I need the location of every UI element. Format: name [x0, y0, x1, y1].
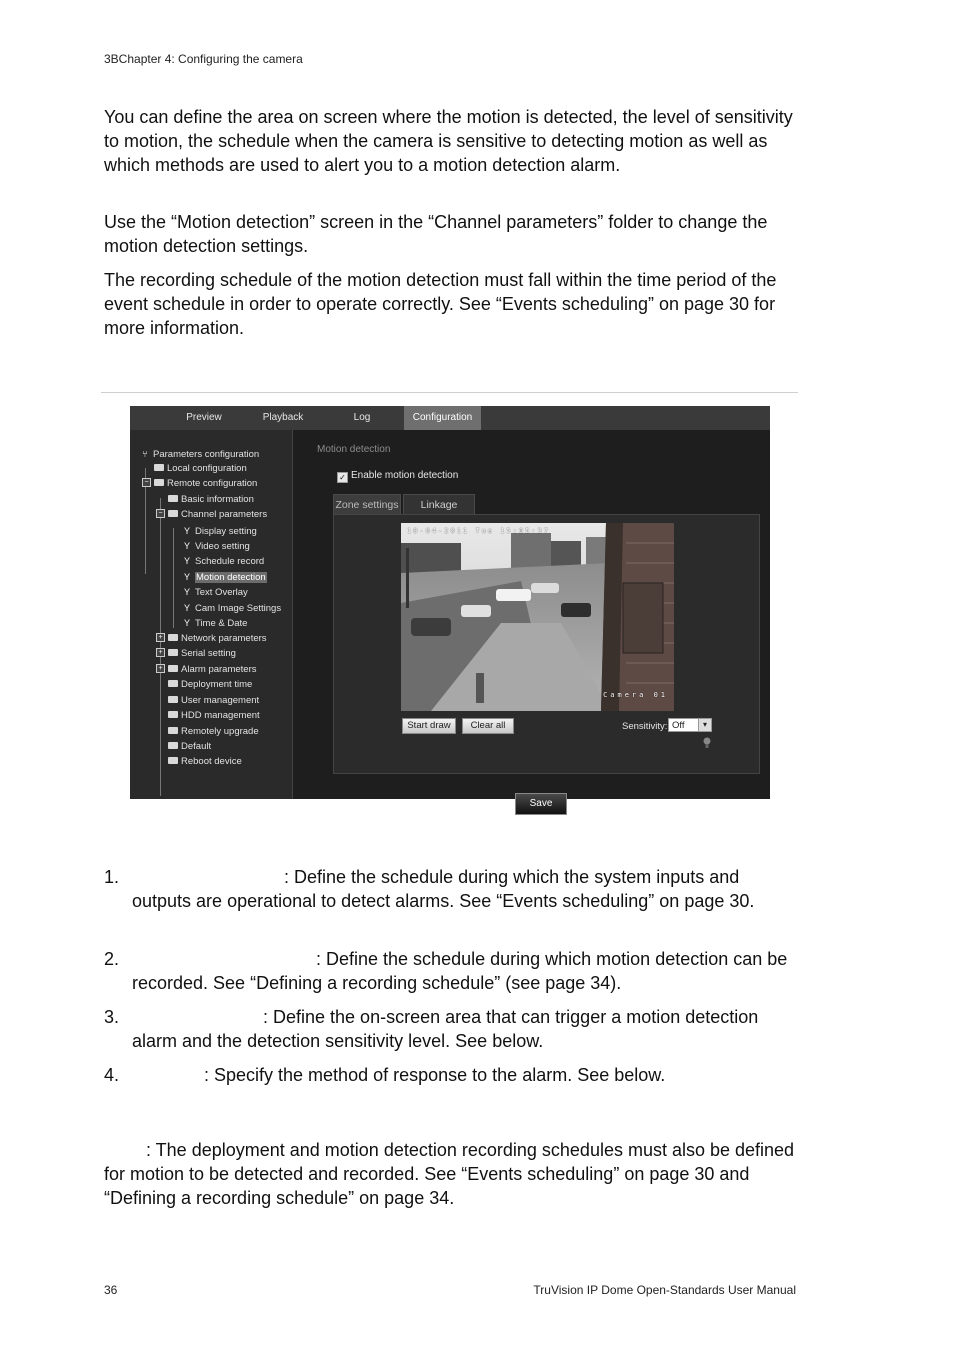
section-divider — [101, 392, 798, 393]
leaf-icon: Y — [183, 526, 190, 536]
collapse-icon[interactable]: − — [142, 478, 151, 487]
tree-item-schedule-record[interactable]: Y Schedule record — [183, 556, 265, 567]
motion-detection-screenshot — [130, 406, 770, 809]
leaf-icon: Y — [183, 572, 190, 582]
page-number: 36 — [104, 1283, 118, 1297]
config-tree — [130, 430, 293, 799]
folder-icon — [168, 495, 178, 502]
tree-item-network-parameters[interactable]: + Network parameters — [156, 632, 267, 646]
folder-icon — [168, 742, 178, 749]
tree-item-parameters-configuration[interactable]: ⑂ Parameters configuration — [140, 447, 259, 461]
intro-paragraph-1: You can define the area on screen where the motion is detected, the level of sensitivity to motion, the schedule when the camera is sensitive to detecting motion as well as which methods are used to alert you to a motion detection alarm. — [104, 107, 793, 175]
list-number: 2. — [104, 949, 120, 969]
folder-icon — [168, 680, 178, 687]
list-number: 3. — [104, 1007, 120, 1027]
sensitivity-label: Sensitivity: — [622, 721, 668, 732]
expand-icon[interactable]: + — [156, 633, 165, 642]
top-tab-bar — [130, 406, 770, 431]
tree-item-channel-parameters[interactable]: − Channel parameters — [156, 508, 267, 522]
folder-icon — [168, 510, 178, 517]
tree-item-time-date[interactable]: Y Time & Date — [183, 618, 248, 629]
folder-icon — [154, 464, 164, 471]
expand-icon[interactable]: + — [156, 664, 165, 673]
folder-icon — [168, 711, 178, 718]
folder-icon — [168, 634, 178, 641]
tree-item-serial-setting[interactable]: + Serial setting — [156, 647, 236, 661]
video-timestamp: 10-04-2011 Tue 15:05:37 — [407, 527, 550, 535]
leaf-icon: Y — [183, 587, 190, 597]
tree-item-hdd-management[interactable]: HDD management — [168, 709, 260, 723]
section-title: Motion detection — [317, 444, 391, 455]
folder-icon — [168, 649, 178, 656]
intro-paragraph-3: The recording schedule of the motion detection must fall within the time period of the event schedule in order to operate correctly. See “Events scheduling” on page 30 for more information. — [104, 270, 777, 338]
leaf-icon: Y — [183, 556, 190, 566]
tree-item-default[interactable]: Default — [168, 740, 211, 754]
list-text: : Define the on-screen area that can trigger a motion detection alarm and the detection sensitivity level. See below. — [132, 1007, 759, 1051]
video-camera-label: Camera 01 — [603, 691, 668, 699]
tree-item-alarm-parameters[interactable]: + Alarm parameters — [156, 663, 257, 677]
tree-item-reboot-device[interactable]: Reboot device — [168, 755, 242, 769]
save-button[interactable]: Save — [515, 793, 567, 815]
sensitivity-value: Off — [672, 720, 685, 731]
folder-icon — [154, 479, 164, 486]
enable-motion-label: Enable motion detection — [351, 470, 459, 481]
tree-item-text-overlay[interactable]: Y Text Overlay — [183, 587, 248, 598]
subtab-zone-settings[interactable]: Zone settings — [333, 494, 401, 515]
collapse-icon[interactable]: − — [156, 509, 165, 518]
clear-all-button[interactable]: Clear all — [462, 718, 514, 734]
note-paragraph: : The deployment and motion detection recording schedules must also be defined for motion to be detected and recorded. See “Events scheduling” on page 30 and “Defining a recording schedule” on page 34. — [104, 1140, 795, 1208]
list-number: 4. — [104, 1065, 120, 1085]
leaf-icon: Y — [183, 541, 190, 551]
list-text: : Specify the method of response to the alarm. See below. — [204, 1065, 666, 1085]
tree-item-local-configuration[interactable]: Local configuration — [154, 462, 247, 476]
tree-item-motion-detection[interactable]: Y Motion detection — [183, 572, 266, 583]
sensitivity-select[interactable] — [668, 718, 712, 732]
tab-log[interactable]: Log — [353, 412, 371, 423]
tree-item-deployment-time[interactable]: Deployment time — [168, 678, 252, 692]
leaf-icon: Y — [183, 618, 190, 628]
tree-item-video-setting[interactable]: Y Video setting — [183, 541, 250, 552]
camera-video-preview[interactable] — [401, 523, 674, 711]
config-content — [293, 430, 770, 809]
tab-preview[interactable]: Preview — [186, 412, 222, 423]
tab-playback[interactable]: Playback — [262, 412, 304, 423]
tab-configuration[interactable]: Configuration — [404, 406, 481, 430]
zone-settings-panel — [333, 514, 760, 774]
subtab-linkage[interactable]: Linkage — [403, 494, 475, 515]
expand-icon[interactable]: + — [156, 648, 165, 657]
chapter-header: 3BChapter 4: Configuring the camera — [104, 52, 303, 66]
folder-icon — [168, 757, 178, 764]
folder-icon — [168, 665, 178, 672]
network-icon: ⑂ — [142, 449, 148, 459]
tree-item-remote-configuration[interactable]: − Remote configuration — [142, 477, 257, 491]
intro-paragraph-2: Use the “Motion detection” screen in the “Channel parameters” folder to change the motion detection settings. — [104, 212, 768, 256]
list-number: 1. — [104, 867, 120, 887]
chevron-down-icon[interactable]: ▾ — [698, 719, 711, 731]
tree-item-user-management[interactable]: User management — [168, 694, 259, 708]
camera-scene — [401, 523, 674, 711]
list-text: : Define the schedule during which motion detection can be recorded. See “Defining a recording schedule” (see page 34). — [132, 949, 788, 993]
manual-title: TruVision IP Dome Open-Standards User Manual — [533, 1283, 796, 1297]
enable-motion-checkbox[interactable]: ✓ — [337, 472, 348, 483]
tree-item-display-setting[interactable]: Y Display setting — [183, 526, 257, 537]
tree-item-cam-image-settings[interactable]: Y Cam Image Settings — [183, 603, 282, 614]
list-text: : Define the schedule during which the system inputs and outputs are operational to detect alarms. See “Events scheduling” on page 30. — [132, 867, 755, 911]
folder-icon — [168, 696, 178, 703]
folder-icon — [168, 727, 178, 734]
start-draw-button[interactable]: Start draw — [402, 718, 456, 734]
tree-item-basic-information[interactable]: Basic information — [168, 493, 254, 507]
bulb-icon — [703, 737, 711, 749]
tree-item-remotely-upgrade[interactable]: Remotely upgrade — [168, 725, 259, 739]
leaf-icon: Y — [183, 603, 190, 613]
